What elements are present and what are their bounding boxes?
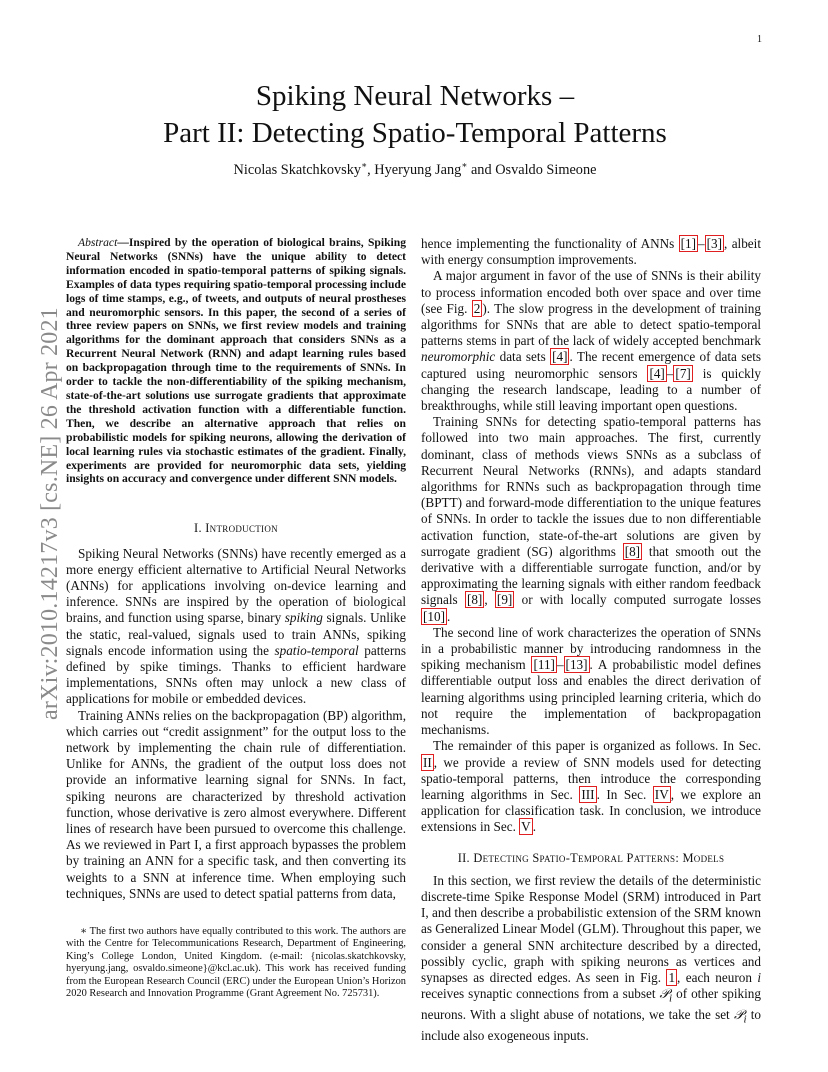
- text-run: data sets: [495, 349, 551, 365]
- title-line-2: Part II: Detecting Spatio-Temporal Patterns: [163, 117, 667, 149]
- section-link[interactable]: V: [521, 819, 531, 835]
- math-symbol: 𝒫: [733, 1006, 744, 1022]
- text-run: of other spiking neurons. With a slight abuse of notations, we take the set: [421, 986, 761, 1022]
- text-run: ,: [484, 592, 495, 608]
- text-run: patterns defined by spike timings. Thanks to efficient hardware implementations, SNNs often may unlock a new class of applications for mobile or embedded devices.: [66, 642, 406, 707]
- citation-link[interactable]: [4]: [649, 365, 665, 381]
- text-run: hence implementing the functionality of ANNs: [421, 236, 679, 251]
- author-separator: and: [467, 161, 496, 178]
- citation-link[interactable]: [11]: [533, 657, 555, 673]
- text-run: Spiking Neural Networks (SNNs) have recently emerged as a more energy efficient alternative to Artificial Neural Networks (ANNs) for applications involving on-device learning and inference. SNNs are inspired by the operation of biological brains, and function using sparse, binary: [66, 545, 406, 626]
- abstract-text: —Inspired by the operation of biological brains, Spiking Neural Networks (SNNs) have the unique ability to detect information encoded in spatio-temporal patterns of spiking signals. Examples of data types requiring spatio-temporal processing include logs of time stamps, e.g., of tweets, and outputs of neural prostheses and neuromorphic sensors. In this paper, the second of a series of three review papers on SNNs, we first review models and training algorithms for the dominant approach that considers SNNs as a Recurrent Neural Network (RNN) and adapt learning rules based on backpropagation through time to the requirements of SNNs. In order to tackle the non-differentiability of the spiking mechanism, state-of-the-art solutions use surrogate gradients that approximate the threshold activation function with a differentiable function. Then, we describe an alternative approach that relies on probabilistic models for spiking neurons, allowing the derivation of local learning rules via stochastic estimates of the gradient. Finally, experiments are provided for neuromorphic data sets, yielding insights on accuracy and convergence under different SNN models.: [66, 236, 406, 486]
- text-run: , albeit with energy consumption improvements.: [421, 236, 761, 268]
- author-3: Osvaldo Simeone: [495, 161, 597, 178]
- text-run: A major argument in favor of the use of SNNs is their ability to process information encoded both over space and over time (see Fig.: [421, 268, 761, 316]
- text-run: –: [556, 657, 564, 673]
- citation-link[interactable]: [9]: [496, 592, 513, 608]
- citation-link[interactable]: [10]: [423, 608, 445, 624]
- intro-paragraph-1: [66, 546, 406, 708]
- citation-link[interactable]: [3]: [706, 236, 723, 251]
- text-run: .: [446, 608, 451, 624]
- citation-link[interactable]: [8]: [466, 592, 483, 608]
- continuation-paragraph: [421, 236, 761, 268]
- text-run: –: [666, 365, 674, 381]
- author-1: Nicolas Skatchkovsky: [233, 161, 362, 178]
- author-separator: ,: [367, 161, 375, 178]
- text-run: , we explore an application for classification task. In conclusion, we introduce extensions in Sec.: [421, 786, 761, 835]
- math-symbol: i: [757, 969, 761, 985]
- paragraph-spatiotemporal: [421, 268, 761, 414]
- paper-title: [90, 78, 740, 152]
- right-column: [421, 236, 761, 1044]
- intro-paragraph-2: Training ANNs relies on the backpropagation (BP) algorithm, which carries out “credit assignment” for the output loss to the network by implementing the chain rule of differentiation. Unlike for ANNs, the gradient of the output loss does not provide an informative learning signal for SNNs. In fact, spiking neurons are characterized by threshold activation function, whose derivative is zero almost everywhere. Different lines of research have been pursued to overcome this challenge. As we reviewed in Part I, a first approach bypasses the problem by training an ANN for a specific task, and then converting its weights to a SNN at inference time. When employing such techniques, SNNs are used to detect spatial patterns from data,: [66, 707, 406, 901]
- figure-link[interactable]: 2: [473, 300, 481, 316]
- text-run: signals. Unlike the static, real-valued, signals used to train ANNs, spiking signals encode information using the: [66, 610, 406, 658]
- page-number: 1: [757, 34, 762, 45]
- text-run: to include also exogeneous inputs.: [421, 1006, 762, 1043]
- citation-link[interactable]: [1]: [680, 236, 697, 251]
- citation-link[interactable]: [13]: [565, 657, 588, 673]
- emphasis: spiking: [284, 610, 323, 626]
- section-link[interactable]: II: [423, 754, 432, 770]
- text-run: is quickly changing the research landscape, leading to a number of breakthroughs, while still leaving important open questions.: [421, 365, 761, 414]
- paragraph-training-approaches: [421, 414, 761, 625]
- text-run: The second line of work characterizes the operation of SNNs in a probabilistic manner by introducing randomness in the spiking mechanism: [421, 624, 761, 673]
- text-run: . In Sec.: [596, 786, 653, 802]
- math-subscript: i: [743, 1013, 747, 1026]
- left-column: [66, 236, 406, 902]
- equal-contribution-mark: ∗: [461, 160, 468, 170]
- text-run: –: [698, 236, 705, 251]
- text-run: ). The slow progress in the development of training algorithms for SNNs that are able to detect spatio-temporal patterns stems in part of the lack of widely accepted benchmark: [421, 300, 761, 349]
- text-run: .: [532, 819, 536, 835]
- emphasis: spatio-temporal: [274, 642, 359, 658]
- footnote-text: ∗ The first two authors have equally contributed to this work. The authors are with the Centre for Telecommunications Research, Department of Engineering, King’s College London, United Kingdom. (e-mail: {nicolas.skatchkovsky, hyeryung.jang, osvaldo.simeone}@kcl.ac.uk). This work has received funding from the European Research Council (ERC) under the European Union’s Horizon 2020 Research and Innovation Programme (Grant Agreement No. 725731).: [66, 926, 406, 1000]
- title-line-1: Spiking Neural Networks –: [255, 80, 575, 112]
- text-run: receives synaptic connections from a subset: [421, 986, 660, 1002]
- math-symbol: 𝒫: [659, 986, 670, 1002]
- text-run: , each neuron: [677, 969, 758, 985]
- text-run: that smooth out the derivative with a differentiable surrogate function, and/or by approximating the learning signals with either random feedback signals: [421, 543, 762, 608]
- abstract: [66, 236, 406, 486]
- arxiv-identifier-stamp[interactable]: arXiv:2010.14217v3 [cs.NE] 26 Apr 2021: [37, 307, 63, 720]
- section-link[interactable]: III: [581, 786, 595, 802]
- footnote: [66, 926, 406, 1000]
- section-heading-models: II. Detecting Spatio-Temporal Patterns: Models: [457, 850, 725, 865]
- text-run: The remainder of this paper is organized as follows. In Sec.: [433, 738, 761, 754]
- text-run: . A probabilistic model defines differentiable output loss and enables the direct derivation of learning algorithms using principled learning criteria, which do not require the implementation of backpropagation mechanisms.: [421, 657, 761, 738]
- section-link[interactable]: IV: [654, 786, 669, 802]
- paragraph-organization: [421, 738, 761, 835]
- text-run: Training SNNs for detecting spatio-temporal patterns has followed into two main approaches. The first, currently dominant, class of methods views SNNs as a subclass of Recurrent Neural Networks (RNNs), and adapts standard algorithms for RNNs such as backpropagation through time (BPTT) and forward-mode differentiation to the unique features of SNNs. In order to tackle the issues due to non differentiable activation function, state-of-the-art solutions are given by surrogate gradient (SG) algorithms: [421, 414, 761, 559]
- citation-link[interactable]: [8]: [624, 543, 641, 559]
- text-run: , we provide a review of SNN models used for detecting spatio-temporal patterns, then introduce the corresponding learning algorithms in Sec.: [421, 754, 761, 802]
- paragraph-models-intro: [421, 873, 761, 1044]
- text-run: In this section, we first review the details of the deterministic discrete-time Spike Response Model (SRM) introduced in Part I, and then describe a probabilistic extension of the SRM known as Generalized Linear Model (GLM). Throughout this paper, we consider a general SNN architecture described by a directed, possibly cyclic, graph with spiking neurons as vertices and synapses as directed edges. As seen in Fig.: [421, 872, 761, 985]
- text-run: or with locally computed surrogate losses: [514, 592, 761, 608]
- equal-contribution-mark: ∗: [361, 160, 368, 170]
- emphasis: neuromorphic: [421, 349, 496, 365]
- section-heading-introduction: I. Introduction: [194, 521, 278, 536]
- citation-link[interactable]: [7]: [675, 365, 691, 381]
- author-list: [90, 160, 740, 179]
- figure-link[interactable]: 1: [668, 969, 676, 985]
- text-run: . The recent emergence of data sets captured using neuromorphic sensors: [421, 349, 762, 381]
- abstract-label: Abstract: [78, 236, 118, 249]
- math-subscript: i: [669, 992, 673, 1005]
- author-2: Hyeryung Jang: [374, 161, 462, 178]
- paragraph-probabilistic: [421, 625, 761, 738]
- citation-link[interactable]: [4]: [552, 349, 568, 365]
